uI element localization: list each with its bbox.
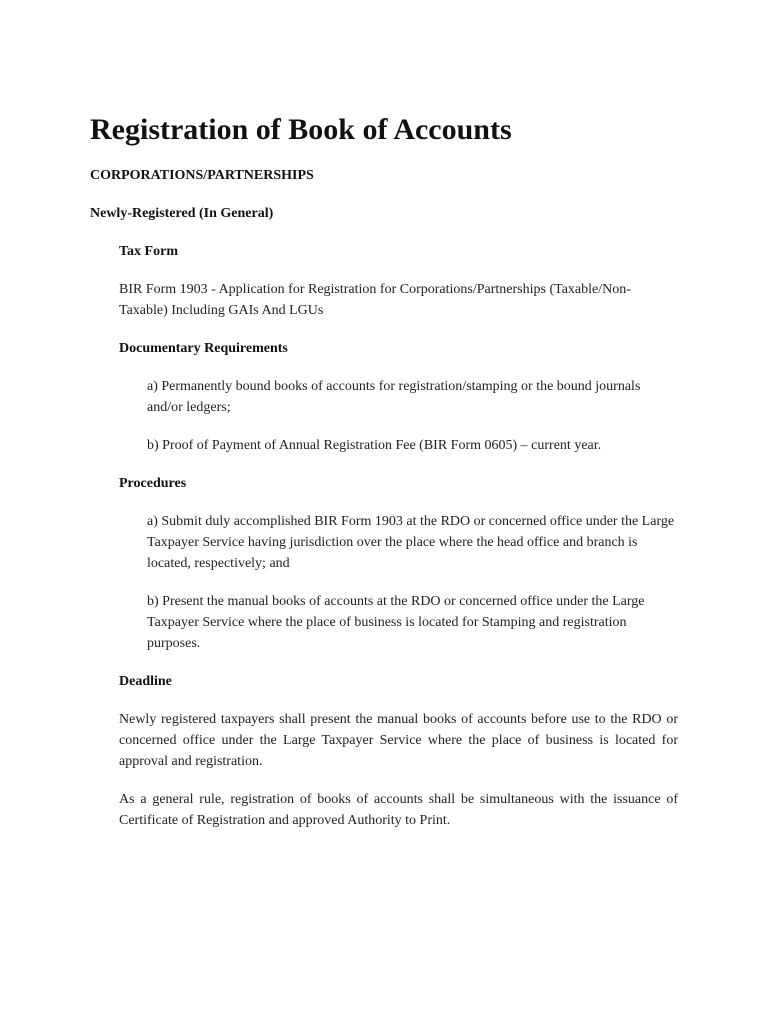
tax-form-block bbox=[90, 241, 678, 359]
page-title: Registration of Book of Accounts bbox=[90, 113, 512, 146]
deadline-block bbox=[90, 671, 678, 831]
procedures-heading: Procedures bbox=[119, 476, 187, 491]
list-item: b) Proof of Payment of Annual Registration Fee (BIR Form 0605) – current year. bbox=[147, 438, 602, 453]
deadline-heading: Deadline bbox=[119, 674, 172, 689]
deadline-paragraph: Newly registered taxpayers shall present the manual books of accounts before use to the RDO or concerned office under the Large Taxpayer Service where the place of business is located for approval and registration. bbox=[119, 712, 678, 769]
procedures-list bbox=[90, 511, 678, 654]
procedures-block bbox=[90, 473, 678, 494]
section-heading: CORPORATIONS/PARTNERSHIPS bbox=[90, 168, 314, 183]
list-item: a) Submit duly accomplished BIR Form 1903 at the RDO or concerned office under the Large Taxpayer Service having jurisdiction over the place where the head office and branch is located, respectively; and bbox=[147, 514, 675, 571]
document-content bbox=[90, 110, 678, 848]
deadline-paragraph: As a general rule, registration of books of accounts shall be simultaneous with the issuance of Certificate of Registration and approved Authority to Print. bbox=[119, 792, 678, 828]
documentary-requirements-list bbox=[90, 376, 678, 456]
tax-form-heading: Tax Form bbox=[119, 244, 178, 259]
list-item: b) Present the manual books of accounts at the RDO or concerned office under the Large Taxpayer Service where the place of business is located for Stamping and registration purposes. bbox=[147, 594, 645, 651]
subsection-heading: Newly-Registered (In General) bbox=[90, 206, 274, 221]
tax-form-text: BIR Form 1903 - Application for Registration for Corporations/Partnerships (Taxable/Non-Taxable) Including GAIs And LGUs bbox=[119, 282, 631, 318]
documentary-requirements-heading: Documentary Requirements bbox=[119, 341, 288, 356]
list-item: a) Permanently bound books of accounts for registration/stamping or the bound journals and/or ledgers; bbox=[147, 379, 641, 415]
